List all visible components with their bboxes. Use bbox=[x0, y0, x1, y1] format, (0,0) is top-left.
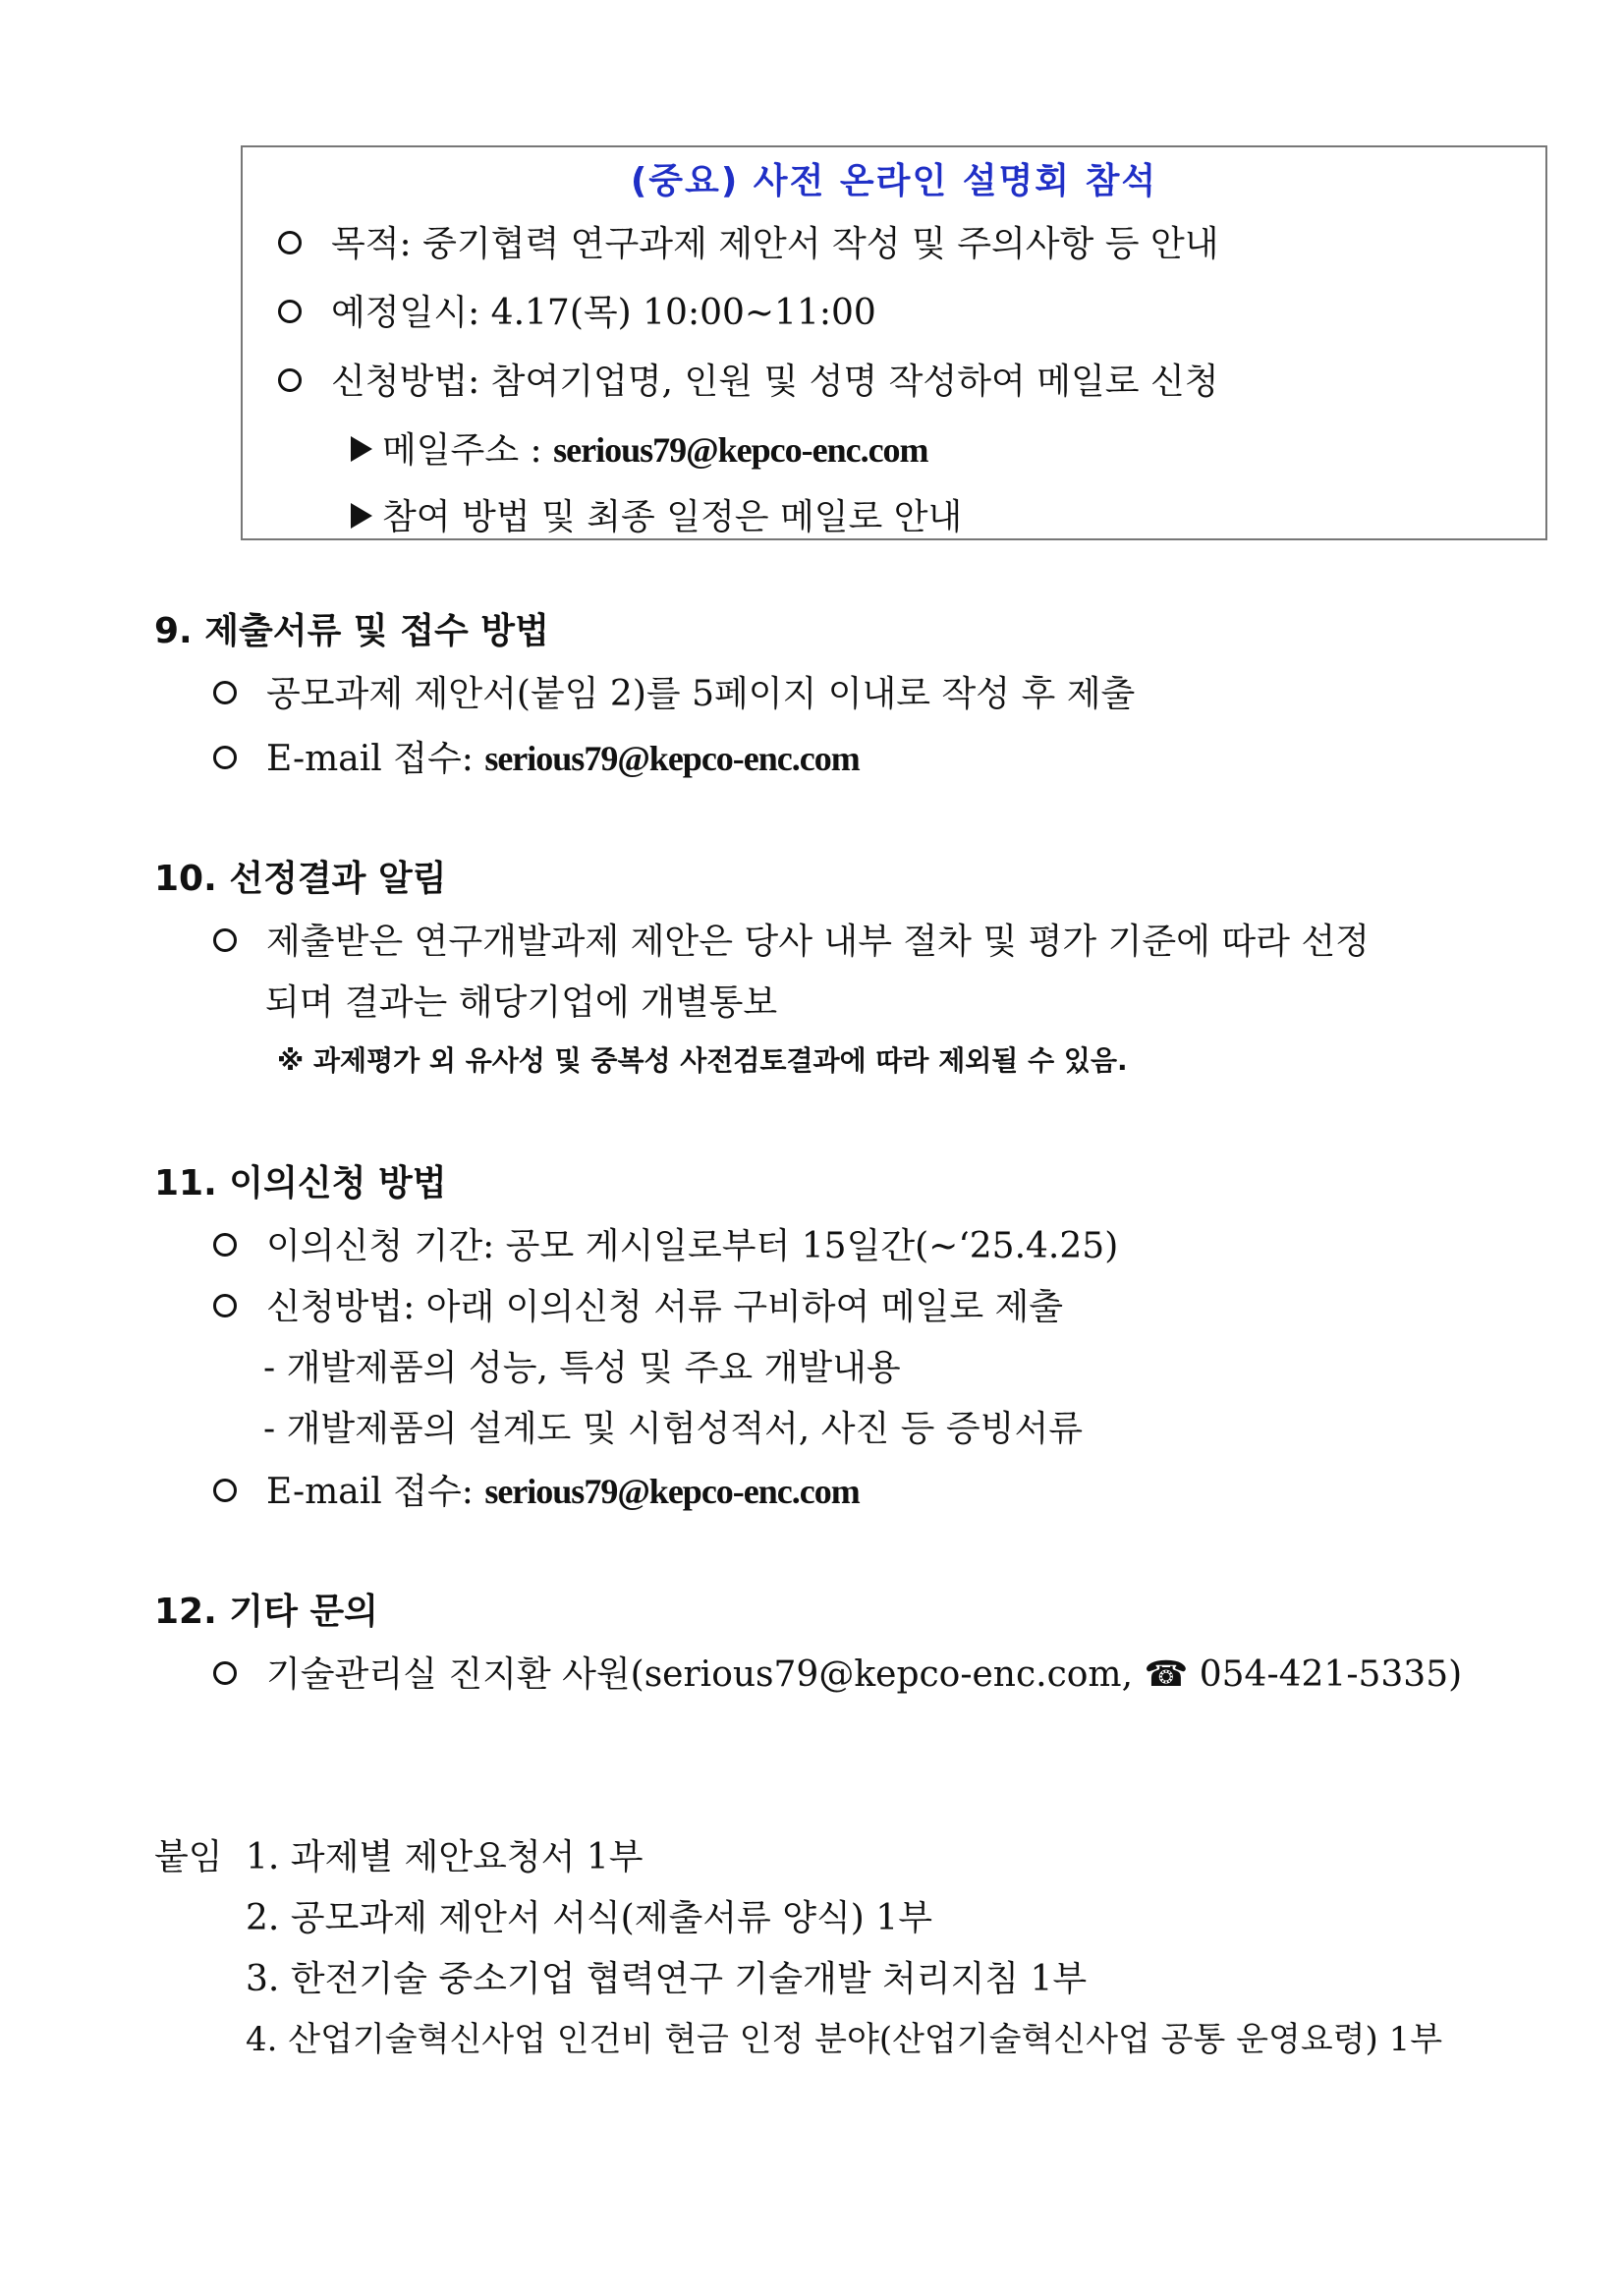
circle-bullet-icon bbox=[213, 681, 237, 704]
section10-item1-line1: 제출받은 연구개발과제 제안은 당사 내부 절차 및 평가 기준에 따라 선정 bbox=[213, 914, 1370, 964]
attachment-item-2: 2. 공모과제 제안서 서식(제출서류 양식) 1부 bbox=[246, 1898, 932, 1938]
notice-email-link[interactable]: serious79@kepco-enc.com bbox=[553, 430, 928, 470]
attachment-item-3: 3. 한전기술 중소기업 협력연구 기술개발 처리지침 1부 bbox=[246, 1959, 1088, 1999]
notice-schedule: 예정일시: 4.17(목) 10:00~11:00 bbox=[278, 285, 876, 335]
section9-item1: 공모과제 제안서(붙임 2)를 5페이지 이내로 작성 후 제출 bbox=[213, 666, 1135, 716]
circle-bullet-icon bbox=[278, 300, 302, 323]
circle-bullet-icon bbox=[213, 1233, 237, 1257]
section11-heading: 11. 이의신청 방법 bbox=[154, 1163, 447, 1204]
circle-bullet-icon bbox=[278, 231, 302, 254]
section9-heading: 9. 제출서류 및 접수 방법 bbox=[154, 611, 549, 651]
circle-bullet-icon bbox=[213, 746, 237, 769]
circle-bullet-icon bbox=[278, 368, 302, 392]
attachment-item-1: 1. 과제별 제안요청서 1부 bbox=[246, 1837, 644, 1877]
section11-item1: 이의신청 기간: 공모 게시일로부터 15일간(~‘25.4.25) bbox=[213, 1218, 1118, 1268]
section10-note: ※ 과제평가 외 유사성 및 중복성 사전검토결과에 따라 제외될 수 있음. bbox=[277, 1044, 1128, 1077]
section11-sub1: - 개발제품의 성능, 특성 및 주요 개발내용 bbox=[263, 1348, 901, 1388]
circle-bullet-icon bbox=[213, 928, 237, 952]
section11-email-link[interactable]: serious79@kepco-enc.com bbox=[484, 1472, 860, 1511]
circle-bullet-icon bbox=[213, 1294, 237, 1317]
notice-purpose: 목적: 중기협력 연구과제 제안서 작성 및 주의사항 등 안내 bbox=[278, 216, 1219, 266]
section11-item3: E-mail 접수: serious79@kepco-enc.com bbox=[213, 1464, 860, 1514]
notice-title: (중요) 사전 온라인 설명회 참석 bbox=[630, 161, 1158, 201]
triangle-bullet-icon bbox=[351, 503, 372, 529]
attachments-label: 붙임 bbox=[154, 1837, 223, 1877]
notice-guide-line: 참여 방법 및 최종 일정은 메일로 안내 bbox=[351, 489, 962, 539]
notice-box bbox=[241, 145, 1547, 540]
notice-email-line: 메일주소 : serious79@kepco-enc.com bbox=[351, 422, 928, 473]
section9-email-link[interactable]: serious79@kepco-enc.com bbox=[484, 739, 860, 778]
section10-heading: 10. 선정결과 알림 bbox=[154, 859, 447, 899]
circle-bullet-icon bbox=[213, 1661, 237, 1685]
section11-sub2: - 개발제품의 설계도 및 시험성적서, 사진 등 증빙서류 bbox=[263, 1409, 1084, 1449]
section9-item2: E-mail 접수: serious79@kepco-enc.com bbox=[213, 731, 860, 781]
section12-heading: 12. 기타 문의 bbox=[154, 1592, 378, 1632]
section11-item2: 신청방법: 아래 이의신청 서류 구비하여 메일로 제출 bbox=[213, 1279, 1063, 1329]
section10-item1-line2: 되며 결과는 해당기업에 개별통보 bbox=[265, 982, 778, 1023]
notice-method: 신청방법: 참여기업명, 인원 및 성명 작성하여 메일로 신청 bbox=[278, 354, 1219, 404]
attachment-item-4: 4. 산업기술혁신사업 인건비 현금 인정 분야(산업기술혁신사업 공통 운영요령) 1부 bbox=[246, 2020, 1443, 2059]
section12-item1: 기술관리실 진지환 사원(serious79@kepco-enc.com, ☎ 054-421-5335) bbox=[213, 1647, 1462, 1697]
triangle-bullet-icon bbox=[351, 436, 372, 462]
circle-bullet-icon bbox=[213, 1479, 237, 1502]
